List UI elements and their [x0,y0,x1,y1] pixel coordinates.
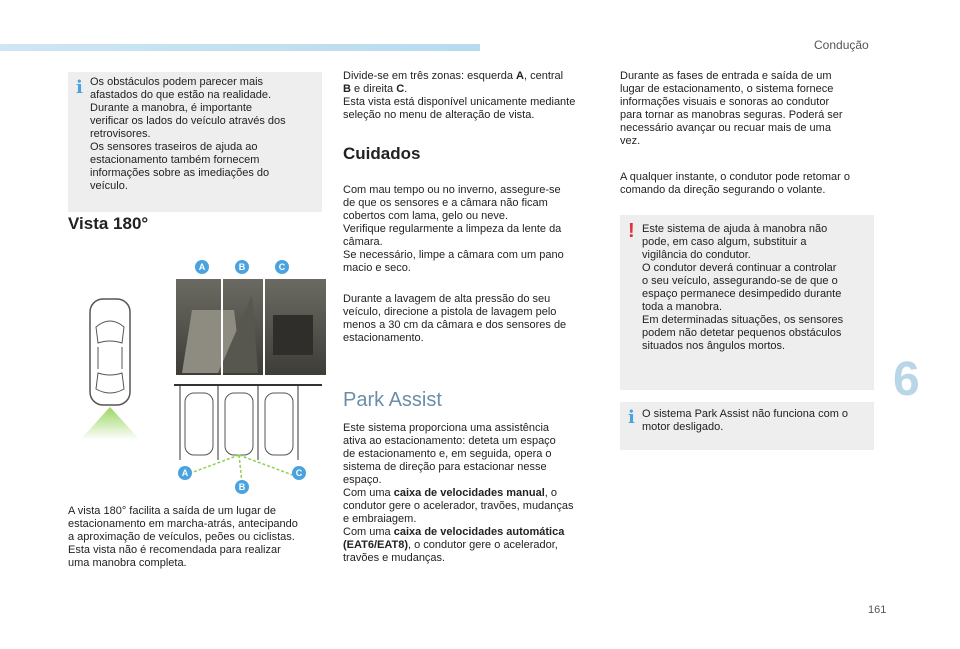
vista-paragraph: A vista 180° facilita a saída de um lugar de estacionamento em marcha-atrás, antecipando a aproximação de veículos, peões ou ciclistas. Esta vista não é recomendada para realizar uma manobra completa. [68,505,298,569]
cuidados-paragraph-1: Com mau tempo ou no inverno, assegure-se de que os sensores e a câmara não ficam cobertos com lama, gelo ou neve. Verifique regularmente a limpeza da lente da câmara. Se necessário, limpe a câmara com um pano macio e seco. [343,184,564,274]
section-title: Condução [814,38,869,52]
page-number: 161 [868,604,887,616]
cuidados-paragraph-2: Durante a lavagem de alta pressão do seu veículo, direcione a pistola de lavagem pelo menos a 30 cm da câmara e dos sensores de estacionamento. [343,293,567,344]
camera-zone-green [80,407,140,440]
zone-c-bottom-label: C [295,468,303,478]
section-heading-vista-180: Vista 180° [68,214,149,233]
park-assist-paragraph: Este sistema proporciona uma assistência ativa ao estacionamento: deteta um espaço de estacionamento e, em seguida, opera o sistema de direção para estacionar nesse espaço. Com uma caixa de velocidades manual, o condutor gere o acelerador, travões, mudanças e embraiagem. Com uma caixa de velocidades automática (EAT6/EAT8), o condutor gere o acelerador, travões e mudanças. [343,422,574,564]
header-bar [0,44,480,51]
warning-note [620,215,874,390]
note-text: Os obstáculos podem parecer mais afastados do que estão na realidade. Durante a manobra, é importante verificar os lados do veículo através dos retrovisores. Os sensores traseiros de ajuda ao estacionamento também fornecem informações sobre as imediações do veículo. [90,76,286,192]
info-note-obstacles [68,72,322,212]
maneuver-paragraph: Durante as fases de entrada e saída de um lugar de estacionamento, o sistema fornece informações visuais e sonoras ao condutor para tornar as manobras seguras. Poderá ser necessário avançar ou recuar mais de uma vez. [620,70,843,147]
info-icon: i [628,407,635,428]
zone-c-label: C [278,262,286,272]
zone-a-bottom-label: A [181,468,189,478]
steering-paragraph: A qualquer instante, o condutor pode retomar o comando da direção segurando o volante. [620,171,850,196]
zone-a-label: A [198,262,206,272]
zone-b-bottom-label: B [238,482,246,492]
warning-icon: ! [628,220,635,242]
section-heading-cuidados: Cuidados [343,144,421,163]
info-icon: i [76,77,83,98]
section-heading-park-assist: Park Assist [343,389,442,411]
camera-screen-image [176,279,326,375]
info-note-park-assist [620,402,874,450]
camera-180-illustration [68,255,328,495]
car-top-view [90,299,130,405]
zone-b-label: B [238,262,246,272]
warning-text: Este sistema de ajuda à manobra não pode, em caso algum, substituir a vigilância do condutor. O condutor deverá continuar a controlar o seu veículo, assegurando-se de que o espaço permanece desimpedido durante toda a manobra. Em determinadas situações, os sensores podem não detetar pequenos obstáculos situados nos ângulos mortos. [642,223,844,352]
info-park-text: O sistema Park Assist não funciona com o motor desligado. [642,408,849,433]
chapter-number: 6 [893,353,920,406]
zones-paragraph: Divide-se em três zonas: esquerda A, central B e direita C. Esta vista está disponível unicamente mediante seleção no menu de alteração de vista. [343,70,576,121]
